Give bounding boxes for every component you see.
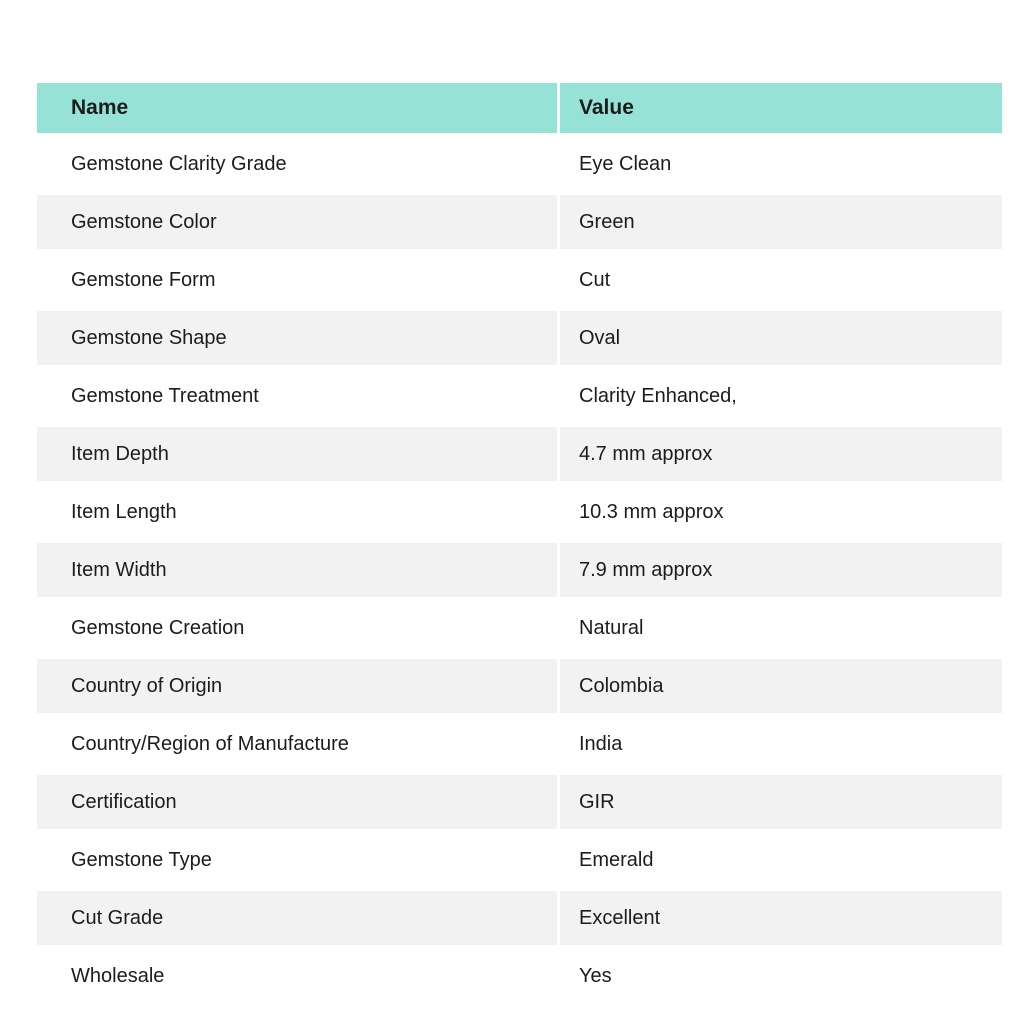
table-row (37, 191, 1002, 249)
table-row (37, 249, 1002, 307)
table-header (37, 83, 1002, 133)
table-row (37, 307, 1002, 365)
spec-value-cell: Eye Clean (560, 133, 1002, 191)
spec-name-cell: Item Width (37, 539, 560, 597)
spec-name-cell: Wholesale (37, 945, 560, 1003)
spec-value-cell: 7.9 mm approx (560, 539, 1002, 597)
spec-value-cell: GIR (560, 771, 1002, 829)
spec-value-cell: India (560, 713, 1002, 771)
spec-value-cell: 10.3 mm approx (560, 481, 1002, 539)
product-specs-table (37, 83, 1002, 1003)
spec-name-cell: Certification (37, 771, 560, 829)
table-row (37, 597, 1002, 655)
table-row (37, 713, 1002, 771)
column-header-name: Name (37, 83, 560, 133)
table-row (37, 829, 1002, 887)
spec-value-cell: 4.7 mm approx (560, 423, 1002, 481)
spec-value-cell: Cut (560, 249, 1002, 307)
spec-name-cell: Gemstone Type (37, 829, 560, 887)
spec-name-cell: Item Depth (37, 423, 560, 481)
spec-name-cell: Country of Origin (37, 655, 560, 713)
spec-value-cell: Green (560, 191, 1002, 249)
header-row (37, 83, 1002, 133)
table-row (37, 423, 1002, 481)
table-row (37, 539, 1002, 597)
spec-value-cell: Clarity Enhanced, (560, 365, 1002, 423)
spec-value-cell: Excellent (560, 887, 1002, 945)
spec-name-cell: Gemstone Creation (37, 597, 560, 655)
column-header-value: Value (560, 83, 1002, 133)
spec-value-cell: Colombia (560, 655, 1002, 713)
table-row (37, 655, 1002, 713)
table-body (37, 133, 1002, 1003)
spec-name-cell: Item Length (37, 481, 560, 539)
spec-value-cell: Yes (560, 945, 1002, 1003)
table-row (37, 887, 1002, 945)
spec-name-cell: Gemstone Clarity Grade (37, 133, 560, 191)
table-row (37, 481, 1002, 539)
spec-value-cell: Emerald (560, 829, 1002, 887)
table-row (37, 365, 1002, 423)
spec-name-cell: Country/Region of Manufacture (37, 713, 560, 771)
spec-value-cell: Natural (560, 597, 1002, 655)
spec-name-cell: Gemstone Color (37, 191, 560, 249)
spec-name-cell: Gemstone Shape (37, 307, 560, 365)
table-row (37, 133, 1002, 191)
spec-name-cell: Gemstone Form (37, 249, 560, 307)
spec-name-cell: Cut Grade (37, 887, 560, 945)
spec-name-cell: Gemstone Treatment (37, 365, 560, 423)
table-row (37, 945, 1002, 1003)
spec-value-cell: Oval (560, 307, 1002, 365)
table-row (37, 771, 1002, 829)
item-specifics-section (37, 83, 1002, 1003)
